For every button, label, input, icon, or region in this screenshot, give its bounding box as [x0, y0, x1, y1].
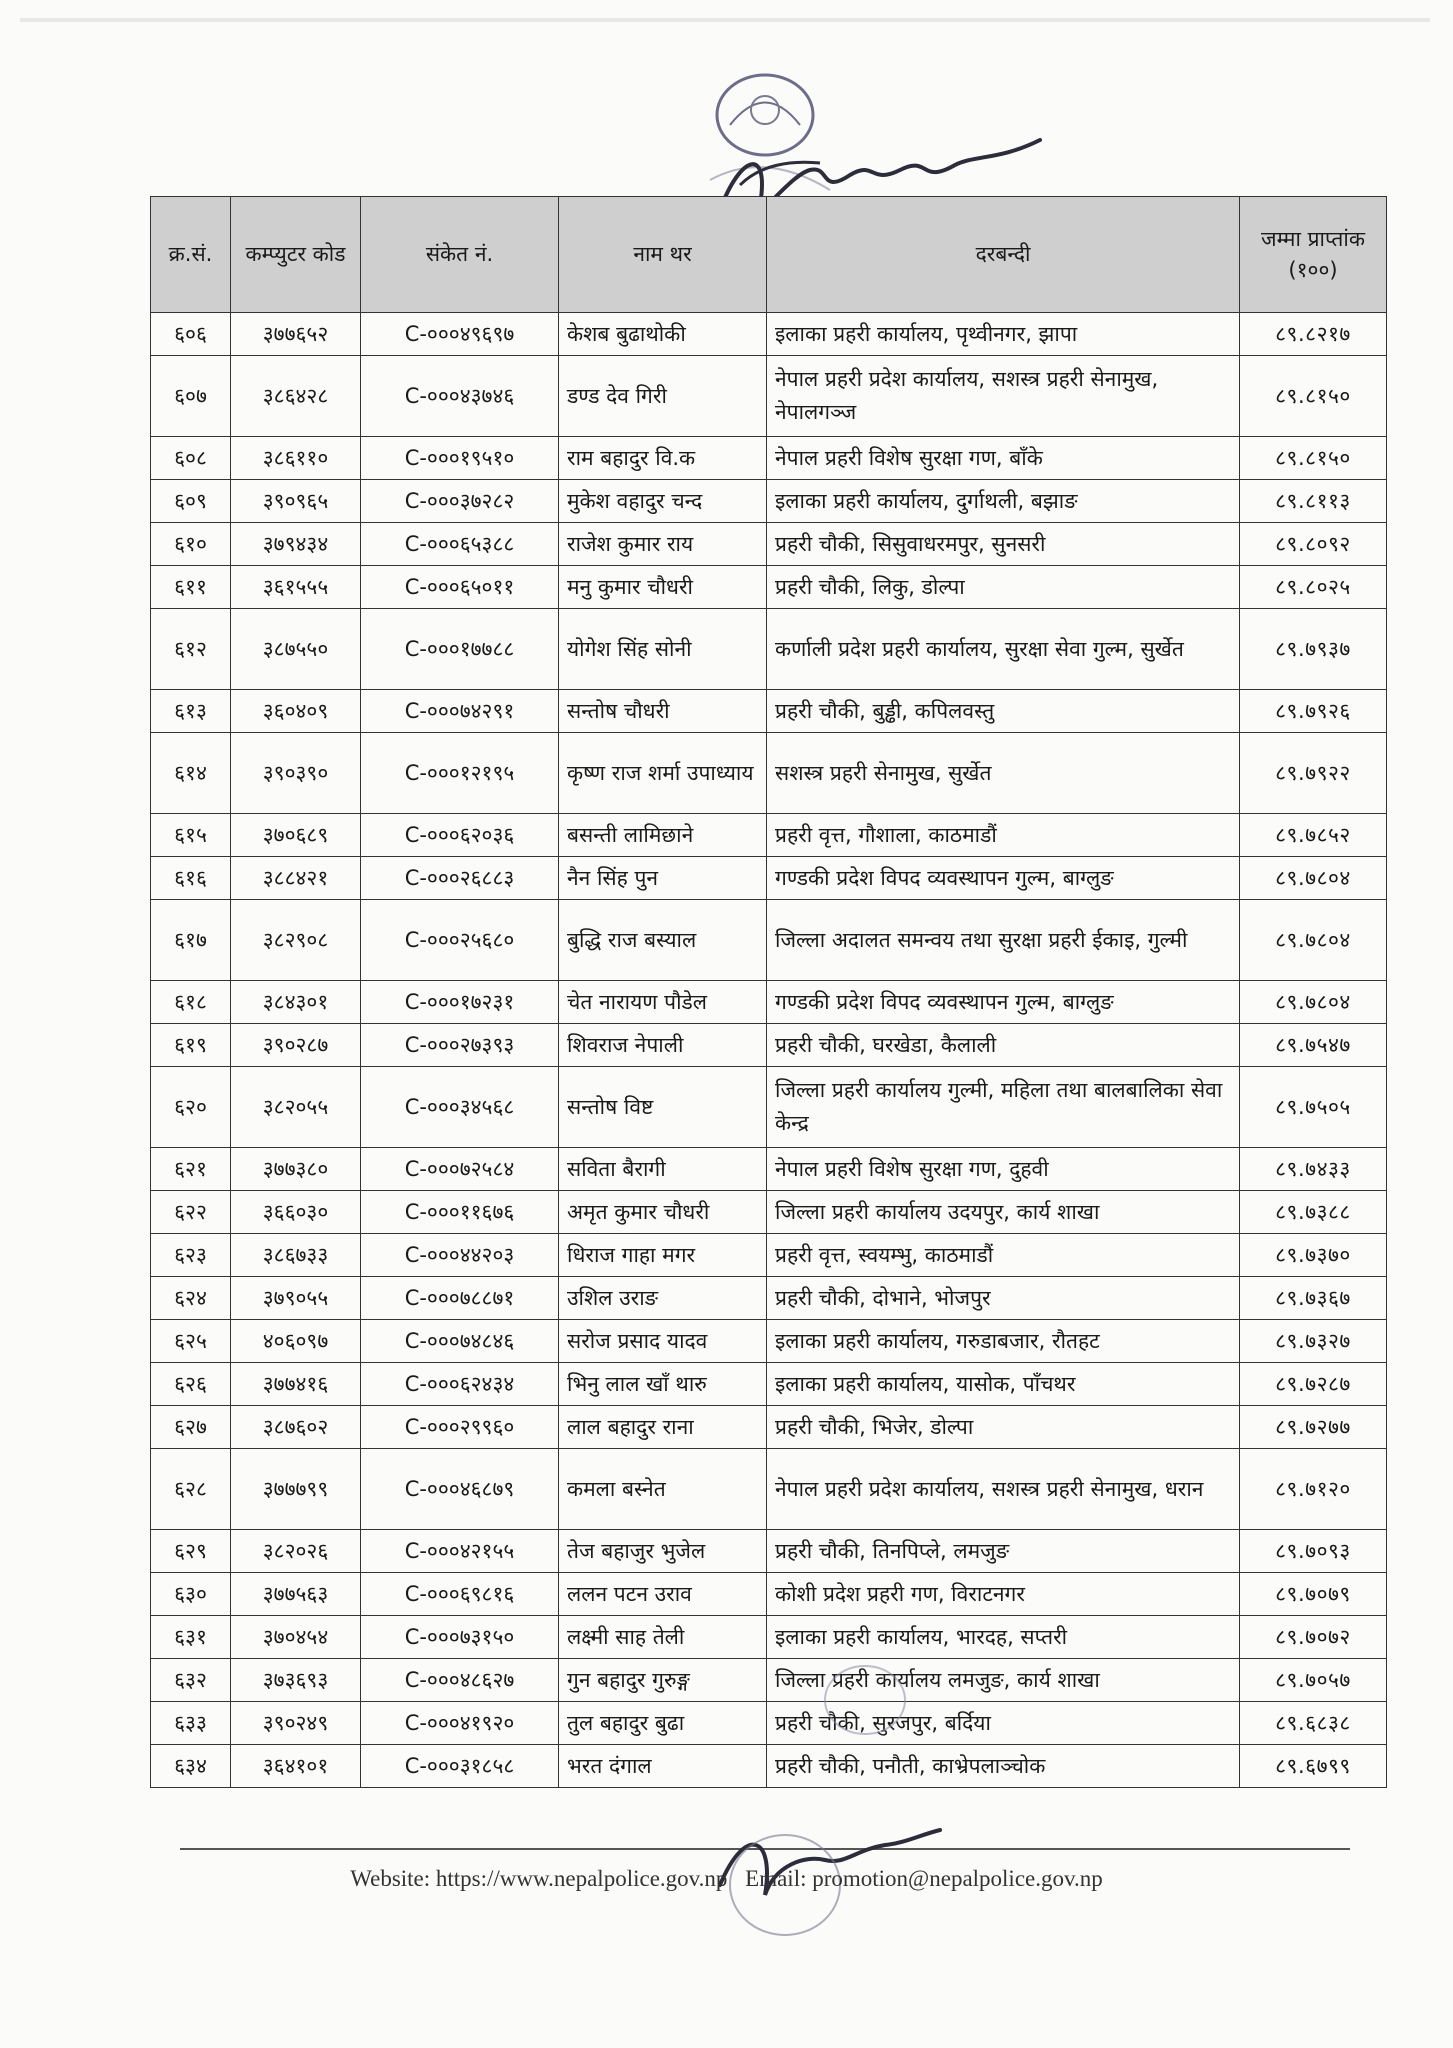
footer-email: Email: promotion@nepalpolice.gov.np [745, 1866, 1103, 1891]
cell-symbol-no: C-०००४६८७९ [361, 1449, 559, 1530]
header-posting: दरबन्दी [767, 197, 1240, 313]
cell-total-marks: ८९.७८५२ [1240, 814, 1387, 857]
cell-computer-code: ३८८४२१ [231, 857, 361, 900]
cell-computer-code: ३८६४२८ [231, 356, 361, 437]
cell-computer-code: ३७७३८० [231, 1148, 361, 1191]
cell-symbol-no: C-०००७३१५० [361, 1616, 559, 1659]
cell-computer-code: ३८७६०२ [231, 1406, 361, 1449]
cell-symbol-no: C-०००३१८५८ [361, 1745, 559, 1788]
cell-total-marks: ८९.७३८८ [1240, 1191, 1387, 1234]
cell-total-marks: ८९.८१५० [1240, 356, 1387, 437]
table-row [151, 1702, 1387, 1745]
cell-symbol-no: C-०००६९८१६ [361, 1573, 559, 1616]
cell-name: राजेश कुमार राय [559, 523, 767, 566]
table-row [151, 1067, 1387, 1148]
cell-computer-code: ३७७४१६ [231, 1363, 361, 1406]
cell-posting: प्रहरी चौकी, पनौती, काभ्रेपलाञ्चोक [767, 1745, 1240, 1788]
cell-posting: सशस्त्र प्रहरी सेनामुख, सुर्खेत [767, 733, 1240, 814]
footer-contact [0, 1866, 1453, 1892]
cell-sn: ६१३ [151, 690, 231, 733]
cell-computer-code: ३७७७९९ [231, 1449, 361, 1530]
cell-total-marks: ८९.७८०४ [1240, 900, 1387, 981]
cell-posting: नेपाल प्रहरी विशेष सुरक्षा गण, बाँके [767, 437, 1240, 480]
cell-posting: जिल्ला प्रहरी कार्यालय लमजुङ, कार्य शाखा [767, 1659, 1240, 1702]
cell-computer-code: ३८७५५० [231, 609, 361, 690]
cell-total-marks: ८९.८०९२ [1240, 523, 1387, 566]
cell-computer-code: ३७९०५५ [231, 1277, 361, 1320]
cell-total-marks: ८९.७०७९ [1240, 1573, 1387, 1616]
cell-symbol-no: C-०००३७२८२ [361, 480, 559, 523]
cell-total-marks: ८९.८२१७ [1240, 313, 1387, 356]
cell-name: योगेश सिंह सोनी [559, 609, 767, 690]
cell-symbol-no: C-०००६५०११ [361, 566, 559, 609]
cell-name: सन्तोष विष्ट [559, 1067, 767, 1148]
merit-list-table [150, 196, 1387, 1788]
cell-computer-code: ३९०२८७ [231, 1024, 361, 1067]
cell-total-marks: ८९.७८०४ [1240, 981, 1387, 1024]
cell-sn: ६२१ [151, 1148, 231, 1191]
cell-total-marks: ८९.६७९९ [1240, 1745, 1387, 1788]
cell-posting: जिल्ला प्रहरी कार्यालय उदयपुर, कार्य शाखा [767, 1191, 1240, 1234]
cell-computer-code: ३७७५६३ [231, 1573, 361, 1616]
table-row [151, 1449, 1387, 1530]
cell-computer-code: ३६६०३० [231, 1191, 361, 1234]
cell-name: शिवराज नेपाली [559, 1024, 767, 1067]
cell-computer-code: ३८२०२६ [231, 1530, 361, 1573]
cell-sn: ६११ [151, 566, 231, 609]
cell-symbol-no: C-०००६५३८८ [361, 523, 559, 566]
cell-total-marks: ८९.८१५० [1240, 437, 1387, 480]
cell-posting: प्रहरी चौकी, बुड्ढी, कपिलवस्तु [767, 690, 1240, 733]
cell-name: उशिल उराङ [559, 1277, 767, 1320]
cell-name: नैन सिंह पुन [559, 857, 767, 900]
table-row [151, 1320, 1387, 1363]
cell-total-marks: ८९.७०५७ [1240, 1659, 1387, 1702]
cell-name: अमृत कुमार चौधरी [559, 1191, 767, 1234]
cell-symbol-no: C-०००४१९२० [361, 1702, 559, 1745]
cell-sn: ६३४ [151, 1745, 231, 1788]
table-row [151, 690, 1387, 733]
cell-sn: ६२२ [151, 1191, 231, 1234]
cell-sn: ६३३ [151, 1702, 231, 1745]
table-row [151, 437, 1387, 480]
table-row [151, 1277, 1387, 1320]
table-row [151, 566, 1387, 609]
cell-total-marks: ८९.७९३७ [1240, 609, 1387, 690]
cell-symbol-no: C-०००७४८४६ [361, 1320, 559, 1363]
cell-name: केशब बुढाथोकी [559, 313, 767, 356]
cell-posting: नेपाल प्रहरी प्रदेश कार्यालय, सशस्त्र प्रहरी सेनामुख, धरान [767, 1449, 1240, 1530]
table-row [151, 609, 1387, 690]
cell-computer-code: ३७९४३४ [231, 523, 361, 566]
cell-posting: इलाका प्रहरी कार्यालय, पृथ्वीनगर, झापा [767, 313, 1240, 356]
cell-total-marks: ८९.७३६७ [1240, 1277, 1387, 1320]
table-row [151, 1659, 1387, 1702]
table-row [151, 356, 1387, 437]
table-row [151, 857, 1387, 900]
cell-sn: ६३२ [151, 1659, 231, 1702]
cell-computer-code: ३८४३०१ [231, 981, 361, 1024]
table-row [151, 1573, 1387, 1616]
cell-computer-code: ३९०२४९ [231, 1702, 361, 1745]
cell-name: सरोज प्रसाद यादव [559, 1320, 767, 1363]
cell-name: भिनु लाल खाँ थारु [559, 1363, 767, 1406]
stamp-overlay-icon [815, 1660, 925, 1780]
cell-name: कृष्ण राज शर्मा उपाध्याय [559, 733, 767, 814]
cell-computer-code: ३८६११० [231, 437, 361, 480]
cell-posting: गण्डकी प्रदेश विपद व्यवस्थापन गुल्म, बाग्लुङ [767, 981, 1240, 1024]
cell-posting: कर्णाली प्रदेश प्रहरी कार्यालय, सुरक्षा सेवा गुल्म, सुर्खेत [767, 609, 1240, 690]
header-total-marks: जम्मा प्राप्तांक (१००) [1240, 197, 1387, 313]
cell-sn: ६२६ [151, 1363, 231, 1406]
cell-total-marks: ८९.८०२५ [1240, 566, 1387, 609]
cell-name: मुकेश वहादुर चन्द [559, 480, 767, 523]
cell-total-marks: ८९.७२७७ [1240, 1406, 1387, 1449]
cell-total-marks: ८९.७०७२ [1240, 1616, 1387, 1659]
cell-name: कमला बस्नेत [559, 1449, 767, 1530]
cell-symbol-no: C-०००११६७६ [361, 1191, 559, 1234]
cell-total-marks: ८९.७९२६ [1240, 690, 1387, 733]
cell-sn: ६१८ [151, 981, 231, 1024]
cell-name: सन्तोष चौधरी [559, 690, 767, 733]
cell-symbol-no: C-०००४४२०३ [361, 1234, 559, 1277]
cell-computer-code: ३६०४०९ [231, 690, 361, 733]
cell-posting: कोशी प्रदेश प्रहरी गण, विराटनगर [767, 1573, 1240, 1616]
cell-name: सविता बैरागी [559, 1148, 767, 1191]
cell-posting: प्रहरी चौकी, भिजेर, डोल्पा [767, 1406, 1240, 1449]
cell-total-marks: ८९.७५४७ [1240, 1024, 1387, 1067]
table-row [151, 1530, 1387, 1573]
table-row [151, 1024, 1387, 1067]
cell-name: तेज बहाजुर भुजेल [559, 1530, 767, 1573]
cell-symbol-no: C-०००६२०३६ [361, 814, 559, 857]
header-name: नाम थर [559, 197, 767, 313]
cell-posting: प्रहरी चौकी, दोभाने, भोजपुर [767, 1277, 1240, 1320]
cell-name: गुन बहादुर गुरुङ्ग [559, 1659, 767, 1702]
cell-sn: ६२५ [151, 1320, 231, 1363]
cell-sn: ६२० [151, 1067, 231, 1148]
cell-symbol-no: C-०००४३७४६ [361, 356, 559, 437]
cell-computer-code: ३९०९६५ [231, 480, 361, 523]
cell-symbol-no: C-०००७८८७१ [361, 1277, 559, 1320]
cell-sn: ६०६ [151, 313, 231, 356]
table-row [151, 900, 1387, 981]
cell-symbol-no: C-०००४८६२७ [361, 1659, 559, 1702]
cell-symbol-no: C-०००४२१५५ [361, 1530, 559, 1573]
cell-total-marks: ८९.७५०५ [1240, 1067, 1387, 1148]
cell-posting: गण्डकी प्रदेश विपद व्यवस्थापन गुल्म, बाग्लुङ [767, 857, 1240, 900]
cell-name: लाल बहादुर राना [559, 1406, 767, 1449]
table-row [151, 1148, 1387, 1191]
cell-name: लक्ष्मी साह तेली [559, 1616, 767, 1659]
table-row [151, 523, 1387, 566]
cell-posting: प्रहरी चौकी, लिकु, डोल्पा [767, 566, 1240, 609]
table-row [151, 1363, 1387, 1406]
cell-total-marks: ८९.७९२२ [1240, 733, 1387, 814]
cell-sn: ६०९ [151, 480, 231, 523]
table-row [151, 1406, 1387, 1449]
table-row [151, 313, 1387, 356]
cell-sn: ६२४ [151, 1277, 231, 1320]
table-row [151, 1745, 1387, 1788]
cell-symbol-no: C-०००२७३९३ [361, 1024, 559, 1067]
cell-computer-code: ३७०६८९ [231, 814, 361, 857]
cell-posting: प्रहरी चौकी, तिनपिप्ले, लमजुङ [767, 1530, 1240, 1573]
cell-sn: ६२८ [151, 1449, 231, 1530]
cell-sn: ६१७ [151, 900, 231, 981]
cell-name: बसन्ती लामिछाने [559, 814, 767, 857]
cell-computer-code: ३७०४५४ [231, 1616, 361, 1659]
cell-total-marks: ८९.७३२७ [1240, 1320, 1387, 1363]
cell-total-marks: ८९.७२८७ [1240, 1363, 1387, 1406]
cell-symbol-no: C-०००२६८८३ [361, 857, 559, 900]
cell-posting: प्रहरी वृत्त, गौशाला, काठमाडौं [767, 814, 1240, 857]
page-top-edge [20, 18, 1430, 22]
cell-sn: ६१० [151, 523, 231, 566]
cell-posting: नेपाल प्रहरी विशेष सुरक्षा गण, दुहवी [767, 1148, 1240, 1191]
cell-sn: ६२९ [151, 1530, 231, 1573]
cell-computer-code: ३७७६५२ [231, 313, 361, 356]
cell-symbol-no: C-०००२९९६० [361, 1406, 559, 1449]
cell-name: ललन पटन उराव [559, 1573, 767, 1616]
cell-total-marks: ८९.६८३८ [1240, 1702, 1387, 1745]
cell-symbol-no: C-०००४९६९७ [361, 313, 559, 356]
table-row [151, 1616, 1387, 1659]
cell-computer-code: ३८२९०८ [231, 900, 361, 981]
cell-sn: ६१९ [151, 1024, 231, 1067]
cell-computer-code: ३८२०५५ [231, 1067, 361, 1148]
cell-symbol-no: C-०००१२१९५ [361, 733, 559, 814]
cell-computer-code: ३६४१०१ [231, 1745, 361, 1788]
cell-sn: ६३० [151, 1573, 231, 1616]
table-row [151, 1191, 1387, 1234]
cell-posting: इलाका प्रहरी कार्यालय, यासोक, पाँचथर [767, 1363, 1240, 1406]
cell-total-marks: ८९.७१२० [1240, 1449, 1387, 1530]
cell-sn: ६१५ [151, 814, 231, 857]
cell-symbol-no: C-०००१७७८८ [361, 609, 559, 690]
cell-posting: प्रहरी चौकी, सुरजपुर, बर्दिया [767, 1702, 1240, 1745]
cell-sn: ६१६ [151, 857, 231, 900]
table-row [151, 814, 1387, 857]
header-symbol-no: संकेत नं. [361, 197, 559, 313]
cell-total-marks: ८९.७८०४ [1240, 857, 1387, 900]
cell-sn: ६१२ [151, 609, 231, 690]
table-row [151, 733, 1387, 814]
table-row [151, 480, 1387, 523]
cell-name: भरत दंगाल [559, 1745, 767, 1788]
cell-posting: नेपाल प्रहरी प्रदेश कार्यालय, सशस्त्र प्रहरी सेनामुख, नेपालगञ्ज [767, 356, 1240, 437]
cell-posting: इलाका प्रहरी कार्यालय, गरुडाबजार, रौतहट [767, 1320, 1240, 1363]
cell-symbol-no: C-०००६२४३४ [361, 1363, 559, 1406]
cell-name: धिराज गाहा मगर [559, 1234, 767, 1277]
cell-computer-code: ४०६०९७ [231, 1320, 361, 1363]
cell-posting: जिल्ला प्रहरी कार्यालय गुल्मी, महिला तथा बालबालिका सेवा केन्द्र [767, 1067, 1240, 1148]
cell-symbol-no: C-०००१७२३१ [361, 981, 559, 1024]
cell-computer-code: ३६१५५५ [231, 566, 361, 609]
cell-symbol-no: C-०००३४५६८ [361, 1067, 559, 1148]
cell-total-marks: ८९.८११३ [1240, 480, 1387, 523]
footer-website: Website: https://www.nepalpolice.gov.np [350, 1866, 728, 1891]
cell-computer-code: ३९०३९० [231, 733, 361, 814]
cell-total-marks: ८९.७०९३ [1240, 1530, 1387, 1573]
cell-name: डण्ड देव गिरी [559, 356, 767, 437]
cell-symbol-no: C-०००७२५८४ [361, 1148, 559, 1191]
table-row [151, 981, 1387, 1024]
cell-sn: ६२७ [151, 1406, 231, 1449]
cell-name: मनु कुमार चौधरी [559, 566, 767, 609]
cell-posting: इलाका प्रहरी कार्यालय, दुर्गाथली, बझाङ [767, 480, 1240, 523]
cell-posting: जिल्ला अदालत समन्वय तथा सुरक्षा प्रहरी ईकाइ, गुल्मी [767, 900, 1240, 981]
cell-name: बुद्धि राज बस्याल [559, 900, 767, 981]
cell-name: तुल बहादुर बुढा [559, 1702, 767, 1745]
cell-posting: प्रहरी चौकी, घरखेडा, कैलाली [767, 1024, 1240, 1067]
cell-sn: ६१४ [151, 733, 231, 814]
cell-symbol-no: C-०००७४२९१ [361, 690, 559, 733]
header-computer-code: कम्प्युटर कोड [231, 197, 361, 313]
cell-name: चेत नारायण पौडेल [559, 981, 767, 1024]
cell-posting: प्रहरी चौकी, सिसुवाधरमपुर, सुनसरी [767, 523, 1240, 566]
cell-total-marks: ८९.७३७० [1240, 1234, 1387, 1277]
table-row [151, 1234, 1387, 1277]
cell-sn: ६०७ [151, 356, 231, 437]
cell-sn: ६०८ [151, 437, 231, 480]
cell-symbol-no: C-०००१९५१० [361, 437, 559, 480]
cell-posting: इलाका प्रहरी कार्यालय, भारदह, सप्तरी [767, 1616, 1240, 1659]
cell-computer-code: ३७३६९३ [231, 1659, 361, 1702]
header-sn: क्र.सं. [151, 197, 231, 313]
cell-computer-code: ३८६७३३ [231, 1234, 361, 1277]
cell-symbol-no: C-०००२५६८० [361, 900, 559, 981]
cell-total-marks: ८९.७४३३ [1240, 1148, 1387, 1191]
cell-posting: प्रहरी वृत्त, स्वयम्भु, काठमाडौं [767, 1234, 1240, 1277]
cell-sn: ६३१ [151, 1616, 231, 1659]
cell-sn: ६२३ [151, 1234, 231, 1277]
cell-name: राम बहादुर वि.क [559, 437, 767, 480]
table-header-row [151, 197, 1387, 313]
